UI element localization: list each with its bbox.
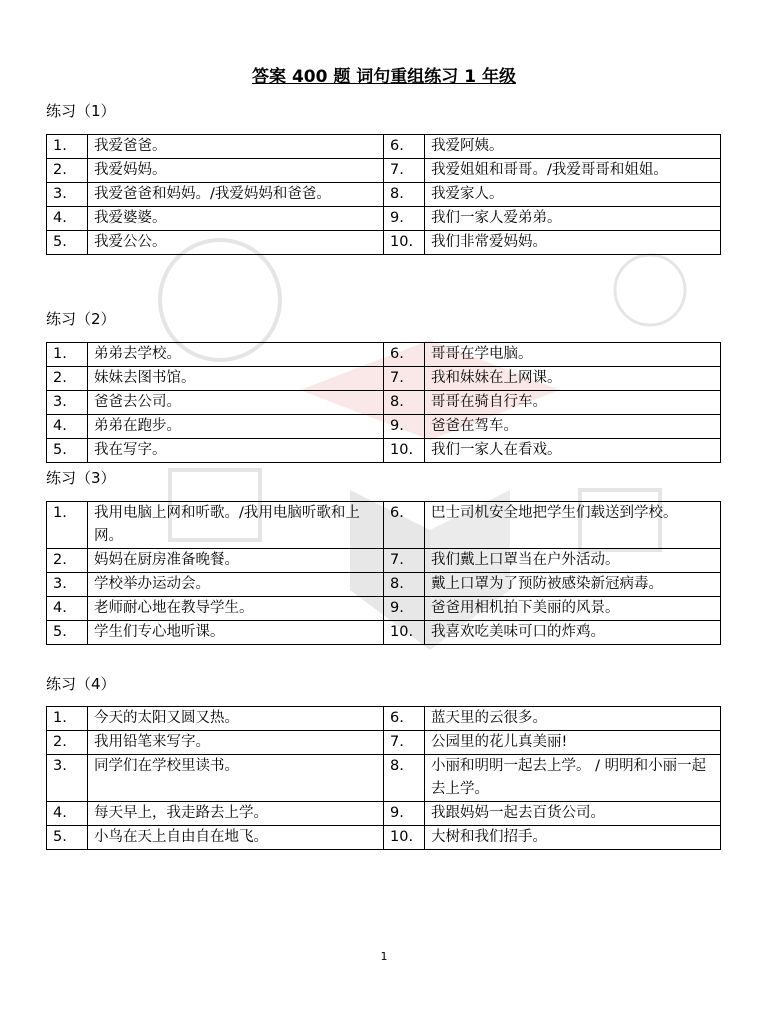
item-number: 4. [47,415,88,439]
table-row [47,231,721,255]
item-number: 10. [384,439,425,463]
answer-text: 小丽和明明一起去上学。 / 明明和小丽一起去上学。 [425,755,721,802]
answer-text: 哥哥在骑自行车。 [425,391,721,415]
table-row [47,183,721,207]
answer-text: 大树和我们招手。 [425,826,721,850]
answer-text: 弟弟去学校。 [88,343,384,367]
item-number: 6. [384,707,425,731]
section-label-3: 练习（3） [46,469,116,487]
answer-text: 爸爸在驾车。 [425,415,721,439]
answer-text: 我爱妈妈。 [88,159,384,183]
item-number: 7. [384,159,425,183]
item-number: 7. [384,549,425,573]
item-number: 2. [47,731,88,755]
item-number: 9. [384,207,425,231]
item-number: 10. [384,826,425,850]
item-number: 8. [384,573,425,597]
answer-text: 学生们专心地听课。 [88,621,384,645]
item-number: 5. [47,439,88,463]
table-row [47,707,721,731]
answer-text: 公园里的花儿真美丽! [425,731,721,755]
exercise-table-2 [46,342,721,463]
answer-text: 我和妹妹在上网课。 [425,367,721,391]
item-number: 9. [384,415,425,439]
section-label-4: 练习（4） [46,675,116,693]
item-number: 3. [47,755,88,802]
answer-text: 哥哥在学电脑。 [425,343,721,367]
answer-text: 我爱爸爸和妈妈。/我爱妈妈和爸爸。 [88,183,384,207]
item-number: 9. [384,597,425,621]
item-number: 8. [384,391,425,415]
table-row [47,802,721,826]
table-row [47,731,721,755]
answer-text: 我用铅笔来写字。 [88,731,384,755]
watermark-logo [150,230,710,750]
answer-text: 巴士司机安全地把学生们载送到学校。 [425,502,721,549]
answer-text: 我们一家人在看戏。 [425,439,721,463]
item-number: 3. [47,391,88,415]
answer-text: 我爱公公。 [88,231,384,255]
item-number: 9. [384,802,425,826]
section-label-1: 练习（1） [46,102,116,120]
answer-text: 爸爸去公司。 [88,391,384,415]
table-row [47,826,721,850]
item-number: 5. [47,231,88,255]
section-label-2: 练习（2） [46,310,116,328]
page-number: 1 [380,950,388,963]
answer-text: 每天早上，我走路去上学。 [88,802,384,826]
answer-text: 妹妹去图书馆。 [88,367,384,391]
answer-text: 同学们在学校里读书。 [88,755,384,802]
table-row [47,755,721,802]
item-number: 3. [47,183,88,207]
answer-text: 今天的太阳又圆又热。 [88,707,384,731]
item-number: 5. [47,621,88,645]
answer-text: 我在写字。 [88,439,384,463]
item-number: 2. [47,367,88,391]
answer-text: 我爱阿姨。 [425,135,721,159]
item-number: 7. [384,367,425,391]
answer-text: 我们非常爱妈妈。 [425,231,721,255]
table-row [47,343,721,367]
item-number: 10. [384,231,425,255]
answer-text: 我爱家人。 [425,183,721,207]
table-row [47,621,721,645]
answer-text: 戴上口罩为了预防被感染新冠病毒。 [425,573,721,597]
exercise-table-1 [46,134,721,255]
exercise-table-4 [46,706,721,850]
item-number: 1. [47,343,88,367]
item-number: 4. [47,207,88,231]
table-row [47,367,721,391]
answer-text: 我爱姐姐和哥哥。/我爱哥哥和姐姐。 [425,159,721,183]
answer-text: 我跟妈妈一起去百货公司。 [425,802,721,826]
item-number: 3. [47,573,88,597]
item-number: 8. [384,755,425,802]
answer-text: 爸爸用相机拍下美丽的风景。 [425,597,721,621]
table-row [47,549,721,573]
table-row [47,573,721,597]
exercise-table-3 [46,501,721,645]
item-number: 1. [47,707,88,731]
item-number: 4. [47,597,88,621]
answer-text: 我爱爸爸。 [88,135,384,159]
item-number: 6. [384,343,425,367]
item-number: 2. [47,159,88,183]
item-number: 6. [384,502,425,549]
table-row [47,502,721,549]
answer-text: 我们一家人爱弟弟。 [425,207,721,231]
item-number: 2. [47,549,88,573]
answer-text: 学校举办运动会。 [88,573,384,597]
table-row [47,439,721,463]
answer-text: 我喜欢吃美味可口的炸鸡。 [425,621,721,645]
answer-text: 我们戴上口罩当在户外活动。 [425,549,721,573]
item-number: 4. [47,802,88,826]
table-row [47,597,721,621]
page-title: 答案 400 题 词句重组练习 1 年级 [252,67,516,87]
answer-text: 老师耐心地在教导学生。 [88,597,384,621]
answer-text: 妈妈在厨房准备晚餐。 [88,549,384,573]
table-row [47,415,721,439]
table-row [47,135,721,159]
item-number: 1. [47,502,88,549]
item-number: 5. [47,826,88,850]
answer-text: 弟弟在跑步。 [88,415,384,439]
item-number: 1. [47,135,88,159]
answer-text: 我爱婆婆。 [88,207,384,231]
item-number: 6. [384,135,425,159]
item-number: 8. [384,183,425,207]
table-row [47,391,721,415]
table-row [47,159,721,183]
table-row [47,207,721,231]
answer-text: 蓝天里的云很多。 [425,707,721,731]
item-number: 7. [384,731,425,755]
item-number: 10. [384,621,425,645]
answer-text: 小鸟在天上自由自在地飞。 [88,826,384,850]
answer-text: 我用电脑上网和听歌。/我用电脑听歌和上网。 [88,502,384,549]
